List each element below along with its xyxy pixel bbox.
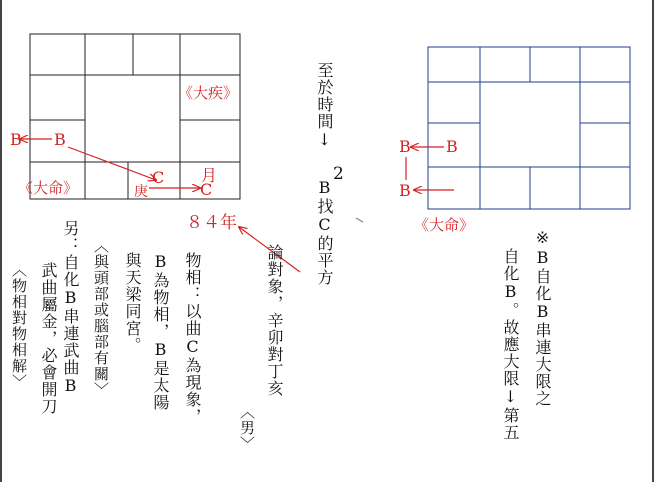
right-b-upper-left: B xyxy=(399,137,411,156)
left-yue-label: 月 xyxy=(201,166,218,185)
explanation-col5: 另：自化B串連武曲B xyxy=(61,220,80,396)
explanation-col6: 武曲屬金，必會開刀 xyxy=(39,262,58,415)
left-b-right: B xyxy=(54,130,66,149)
left-c-right: C xyxy=(200,180,213,199)
left-c-mid: C xyxy=(152,168,165,187)
right-note-col1: ※B自化B串連大限之 xyxy=(533,228,552,407)
arrow-b-to-c-diagonal xyxy=(68,147,156,180)
b-find-c: B找C的平方 xyxy=(315,178,334,286)
explanation-col3: 與天梁同宮。 xyxy=(123,252,142,354)
right-b-upper-right: B xyxy=(446,137,458,156)
year-label: ８４年 xyxy=(186,213,237,233)
right-chart-grid xyxy=(428,47,630,209)
explanation-col2: B為物相，B是太陽 xyxy=(151,252,170,411)
explanation-col4: ︿與頭部或腦部有關﹀ xyxy=(92,238,110,398)
right-b-lower: B xyxy=(399,181,411,200)
explanation-col1: 物相：以曲C為現象， xyxy=(183,252,202,425)
right-note-col2: 自化B。故應大限↓第五 xyxy=(501,248,520,441)
explanation-col7: ︿物相對物相解﹀ xyxy=(10,262,28,390)
right-da-ming-label: 《大命》 xyxy=(414,216,475,234)
left-b-left: B xyxy=(10,130,22,149)
left-da-ji-label: 《大疾》 xyxy=(178,84,239,102)
left-geng-label: 庚 xyxy=(134,184,148,200)
left-da-ming-label: 《大命》 xyxy=(18,179,79,197)
time-question: 至於時間↓ xyxy=(315,62,334,150)
stray-mark xyxy=(356,218,363,222)
squared-superscript: 2 xyxy=(333,164,344,184)
object-note: 論對象，辛卯對丁亥 xyxy=(265,244,284,397)
gender-note: ︿男﹀ xyxy=(238,404,256,452)
